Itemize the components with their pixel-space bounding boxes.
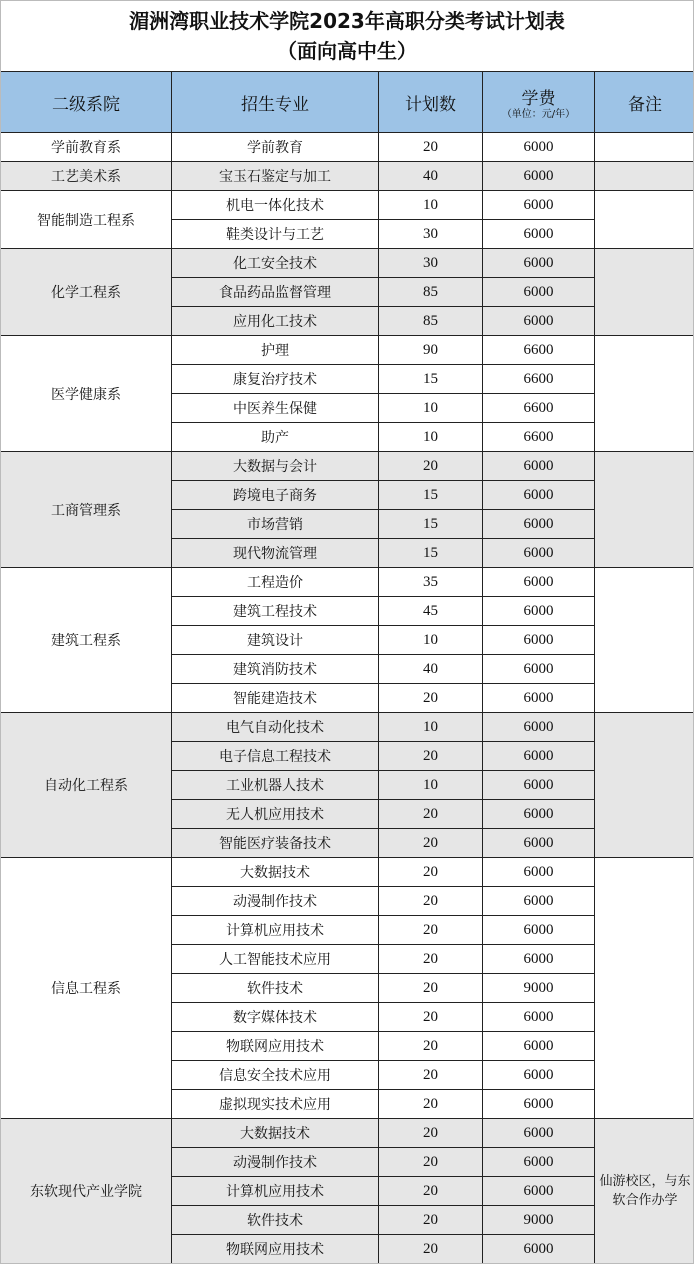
fee-cell: 6000 bbox=[483, 655, 595, 684]
plan-count-cell: 20 bbox=[379, 1119, 483, 1148]
fee-cell: 6000 bbox=[483, 1061, 595, 1090]
major-cell: 市场营销 bbox=[172, 510, 379, 539]
plan-count-cell: 40 bbox=[379, 162, 483, 191]
fee-cell: 6000 bbox=[483, 1119, 595, 1148]
plan-count-cell: 45 bbox=[379, 597, 483, 626]
major-cell: 工程造价 bbox=[172, 568, 379, 597]
plan-count-cell: 10 bbox=[379, 626, 483, 655]
fee-cell: 6000 bbox=[483, 684, 595, 713]
major-cell: 鞋类设计与工艺 bbox=[172, 220, 379, 249]
note-cell bbox=[595, 452, 694, 568]
major-cell: 智能建造技术 bbox=[172, 684, 379, 713]
major-cell: 机电一体化技术 bbox=[172, 191, 379, 220]
fee-cell: 6600 bbox=[483, 394, 595, 423]
plan-count-cell: 10 bbox=[379, 191, 483, 220]
plan-count-cell: 20 bbox=[379, 974, 483, 1003]
major-cell: 建筑设计 bbox=[172, 626, 379, 655]
major-cell: 宝玉石鉴定与加工 bbox=[172, 162, 379, 191]
plan-count-cell: 20 bbox=[379, 1235, 483, 1264]
fee-cell: 6000 bbox=[483, 1032, 595, 1061]
major-cell: 计算机应用技术 bbox=[172, 916, 379, 945]
note-cell bbox=[595, 713, 694, 858]
dept-cell: 工艺美术系 bbox=[1, 162, 172, 191]
fee-cell: 6000 bbox=[483, 1003, 595, 1032]
plan-count-cell: 15 bbox=[379, 539, 483, 568]
fee-cell: 6000 bbox=[483, 568, 595, 597]
major-cell: 无人机应用技术 bbox=[172, 800, 379, 829]
major-cell: 食品药品监督管理 bbox=[172, 278, 379, 307]
major-cell: 建筑消防技术 bbox=[172, 655, 379, 684]
plan-count-cell: 20 bbox=[379, 1148, 483, 1177]
table-row bbox=[1, 858, 694, 887]
major-cell: 大数据技术 bbox=[172, 1119, 379, 1148]
plan-count-cell: 10 bbox=[379, 394, 483, 423]
major-cell: 物联网应用技术 bbox=[172, 1235, 379, 1264]
fee-cell: 6000 bbox=[483, 510, 595, 539]
fee-cell: 6600 bbox=[483, 336, 595, 365]
major-cell: 助产 bbox=[172, 423, 379, 452]
major-cell: 现代物流管理 bbox=[172, 539, 379, 568]
major-cell: 虚拟现实技术应用 bbox=[172, 1090, 379, 1119]
fee-cell: 6000 bbox=[483, 162, 595, 191]
title-line-1: 湄洲湾职业技术学院2023年高职分类考试计划表 bbox=[129, 9, 565, 33]
fee-cell: 6000 bbox=[483, 249, 595, 278]
dept-cell: 东软现代产业学院 bbox=[1, 1119, 172, 1264]
fee-cell: 6000 bbox=[483, 133, 595, 162]
plan-count-cell: 20 bbox=[379, 1090, 483, 1119]
plan-count-cell: 15 bbox=[379, 510, 483, 539]
major-cell: 工业机器人技术 bbox=[172, 771, 379, 800]
plan-count-cell: 20 bbox=[379, 800, 483, 829]
major-cell: 化工安全技术 bbox=[172, 249, 379, 278]
fee-cell: 6000 bbox=[483, 1177, 595, 1206]
plan-count-cell: 35 bbox=[379, 568, 483, 597]
dept-cell: 学前教育系 bbox=[1, 133, 172, 162]
dept-cell: 自动化工程系 bbox=[1, 713, 172, 858]
plan-count-cell: 20 bbox=[379, 133, 483, 162]
fee-cell: 6000 bbox=[483, 626, 595, 655]
header-major: 招生专业 bbox=[172, 72, 379, 133]
table-row bbox=[1, 133, 694, 162]
note-cell bbox=[595, 568, 694, 713]
table-row bbox=[1, 249, 694, 278]
plan-count-cell: 10 bbox=[379, 713, 483, 742]
dept-cell: 医学健康系 bbox=[1, 336, 172, 452]
plan-count-cell: 20 bbox=[379, 916, 483, 945]
plan-count-cell: 10 bbox=[379, 423, 483, 452]
fee-cell: 6000 bbox=[483, 220, 595, 249]
fee-cell: 6000 bbox=[483, 742, 595, 771]
fee-cell: 6000 bbox=[483, 539, 595, 568]
plan-count-cell: 20 bbox=[379, 945, 483, 974]
dept-cell: 信息工程系 bbox=[1, 858, 172, 1119]
major-cell: 智能医疗装备技术 bbox=[172, 829, 379, 858]
fee-cell: 6000 bbox=[483, 800, 595, 829]
major-cell: 跨境电子商务 bbox=[172, 481, 379, 510]
note-cell bbox=[595, 249, 694, 336]
fee-cell: 6000 bbox=[483, 916, 595, 945]
document-title bbox=[1, 1, 693, 71]
table-row bbox=[1, 713, 694, 742]
dept-cell: 智能制造工程系 bbox=[1, 191, 172, 249]
header-fee-unit: （单位：元/年） bbox=[501, 108, 576, 120]
dept-cell: 建筑工程系 bbox=[1, 568, 172, 713]
plan-count-cell: 30 bbox=[379, 220, 483, 249]
plan-count-cell: 40 bbox=[379, 655, 483, 684]
fee-cell: 6000 bbox=[483, 1090, 595, 1119]
major-cell: 软件技术 bbox=[172, 1206, 379, 1235]
fee-cell: 6000 bbox=[483, 1148, 595, 1177]
plan-count-cell: 90 bbox=[379, 336, 483, 365]
major-cell: 学前教育 bbox=[172, 133, 379, 162]
fee-cell: 6000 bbox=[483, 191, 595, 220]
plan-count-cell: 10 bbox=[379, 771, 483, 800]
major-cell: 中医养生保健 bbox=[172, 394, 379, 423]
note-cell bbox=[595, 191, 694, 249]
plan-count-cell: 20 bbox=[379, 742, 483, 771]
header-note: 备注 bbox=[595, 72, 694, 133]
note-cell: 仙游校区，与东软合作办学 bbox=[595, 1119, 694, 1264]
plan-count-cell: 20 bbox=[379, 1177, 483, 1206]
table-row bbox=[1, 1119, 694, 1148]
major-cell: 动漫制作技术 bbox=[172, 1148, 379, 1177]
major-cell: 康复治疗技术 bbox=[172, 365, 379, 394]
major-cell: 电子信息工程技术 bbox=[172, 742, 379, 771]
fee-cell: 6600 bbox=[483, 423, 595, 452]
plan-count-cell: 20 bbox=[379, 1061, 483, 1090]
header-plan: 计划数 bbox=[379, 72, 483, 133]
header-fee bbox=[483, 72, 595, 133]
fee-cell: 9000 bbox=[483, 974, 595, 1003]
fee-cell: 6600 bbox=[483, 365, 595, 394]
fee-cell: 9000 bbox=[483, 1206, 595, 1235]
header-dept: 二级系院 bbox=[1, 72, 172, 133]
plan-count-cell: 20 bbox=[379, 1003, 483, 1032]
fee-cell: 6000 bbox=[483, 771, 595, 800]
fee-cell: 6000 bbox=[483, 1235, 595, 1264]
major-cell: 物联网应用技术 bbox=[172, 1032, 379, 1061]
major-cell: 人工智能技术应用 bbox=[172, 945, 379, 974]
fee-cell: 6000 bbox=[483, 713, 595, 742]
fee-cell: 6000 bbox=[483, 597, 595, 626]
plan-count-cell: 85 bbox=[379, 307, 483, 336]
dept-cell: 工商管理系 bbox=[1, 452, 172, 568]
header-row bbox=[1, 72, 694, 133]
table-row bbox=[1, 568, 694, 597]
note-cell bbox=[595, 162, 694, 191]
fee-cell: 6000 bbox=[483, 481, 595, 510]
plan-count-cell: 15 bbox=[379, 481, 483, 510]
title-line-2: （面向高中生） bbox=[277, 39, 417, 63]
fee-cell: 6000 bbox=[483, 452, 595, 481]
plan-count-cell: 20 bbox=[379, 1032, 483, 1061]
major-cell: 大数据技术 bbox=[172, 858, 379, 887]
note-cell bbox=[595, 133, 694, 162]
major-cell: 数字媒体技术 bbox=[172, 1003, 379, 1032]
plan-count-cell: 20 bbox=[379, 858, 483, 887]
major-cell: 应用化工技术 bbox=[172, 307, 379, 336]
plan-count-cell: 85 bbox=[379, 278, 483, 307]
plan-count-cell: 20 bbox=[379, 887, 483, 916]
note-cell bbox=[595, 858, 694, 1119]
major-cell: 信息安全技术应用 bbox=[172, 1061, 379, 1090]
table-row bbox=[1, 191, 694, 220]
major-cell: 护理 bbox=[172, 336, 379, 365]
fee-cell: 6000 bbox=[483, 945, 595, 974]
plan-count-cell: 20 bbox=[379, 1206, 483, 1235]
header-fee-label: 学费 bbox=[521, 88, 556, 109]
table-row bbox=[1, 162, 694, 191]
fee-cell: 6000 bbox=[483, 858, 595, 887]
plan-count-cell: 15 bbox=[379, 365, 483, 394]
table-row bbox=[1, 336, 694, 365]
major-cell: 计算机应用技术 bbox=[172, 1177, 379, 1206]
major-cell: 动漫制作技术 bbox=[172, 887, 379, 916]
plan-count-cell: 20 bbox=[379, 684, 483, 713]
fee-cell: 6000 bbox=[483, 887, 595, 916]
major-cell: 电气自动化技术 bbox=[172, 713, 379, 742]
major-cell: 建筑工程技术 bbox=[172, 597, 379, 626]
fee-cell: 6000 bbox=[483, 829, 595, 858]
plan-count-cell: 20 bbox=[379, 452, 483, 481]
dept-cell: 化学工程系 bbox=[1, 249, 172, 336]
fee-cell: 6000 bbox=[483, 307, 595, 336]
plan-count-cell: 30 bbox=[379, 249, 483, 278]
note-cell bbox=[595, 336, 694, 452]
plan-count-cell: 20 bbox=[379, 829, 483, 858]
major-cell: 软件技术 bbox=[172, 974, 379, 1003]
major-cell: 大数据与会计 bbox=[172, 452, 379, 481]
enrollment-plan-table bbox=[0, 71, 694, 1264]
table-row bbox=[1, 452, 694, 481]
fee-cell: 6000 bbox=[483, 278, 595, 307]
